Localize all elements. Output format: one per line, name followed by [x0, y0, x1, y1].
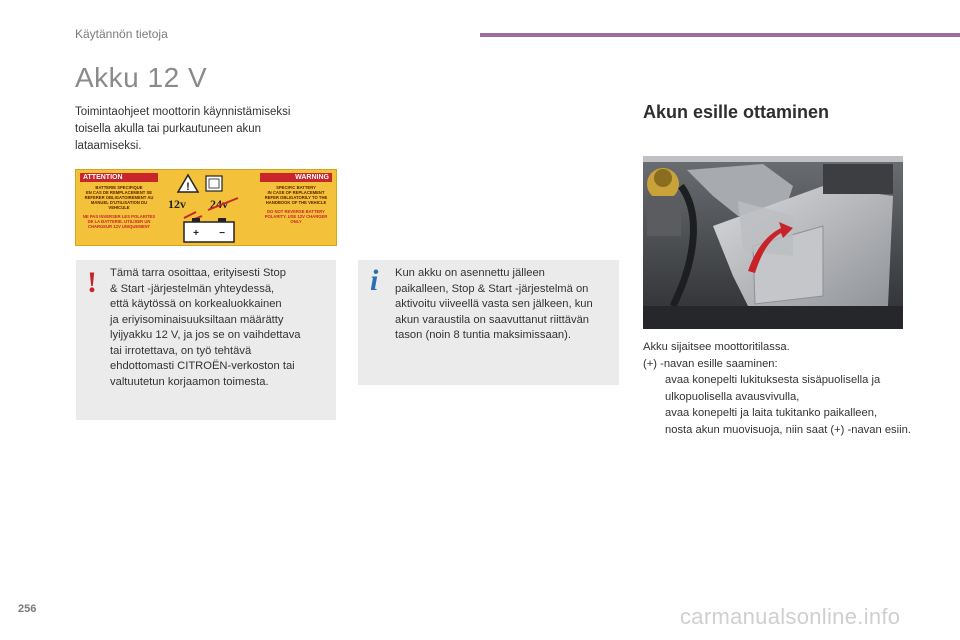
- info-note-text: Kun akku on asennettu jälleen paikalleen, Stop & Start -järjestelmä on aktivoitu viiveellä vasta sen jälkeen, kun akun varaustila on saavuttanut riittävän tason (noin 8 tuntia maksimissaan).: [395, 267, 593, 341]
- label-french-body: EN CAS DE REMPLACEMENT SE REFERER OBLIGATOIREMENT AU MANUEL D'UTILISATION DU VEHICULE: [84, 190, 154, 210]
- battery-access-title: Akun esille ottaminen: [643, 102, 830, 122]
- warning-note-text: Tämä tarra osoittaa, erityisesti Stop & Start -järjestelmän yhteydessä, että käytössä on korkealuokkainen ja eriyisominaisuuksiltaan määrätty lyijyakku 12 V, ja jos se on vaihdettava tai irrotettava, on työ tehtävä ehdottomasti CITROËN-verkoston tai valtuutetun korjaamon toimesta.: [110, 267, 301, 388]
- label-header-attention: ATTENTION: [80, 173, 158, 182]
- step-text: avaa konepelti ja laita tukitanko paikalleen,: [665, 407, 878, 419]
- svg-text:!: !: [186, 181, 190, 193]
- battery-pictogram-icon: [164, 172, 254, 245]
- label-english-text: [260, 185, 332, 224]
- battery-access-description: [643, 339, 933, 438]
- page-number: 256: [18, 603, 37, 615]
- svg-text:−: −: [219, 228, 225, 239]
- step-text: avaa konepelti lukituksesta sisäpuolisella ja ulkopuolisella avausvivulla,: [665, 374, 881, 403]
- battery-location-text: Akku sijaitsee moottoritilassa.: [643, 341, 790, 353]
- label-header-warning: WARNING: [260, 173, 332, 182]
- list-item: [643, 422, 933, 439]
- label-english-title: SPECIFIC BATTERY: [276, 185, 316, 190]
- label-24v: 24v: [210, 197, 228, 211]
- list-item: [643, 405, 933, 422]
- watermark: carmanualsonline.info: [680, 604, 901, 629]
- page-title: Akku 12 V: [75, 62, 208, 93]
- terminal-access-text: (+) -navan esille saaminen:: [643, 357, 778, 370]
- step-text: nosta akun muovisuoja, niin saat (+) -navan esiin.: [665, 423, 911, 436]
- list-item: [643, 372, 933, 405]
- battery-warning-label: [75, 169, 337, 246]
- engine-bay-image: [643, 156, 903, 329]
- access-steps-list: [643, 372, 933, 438]
- exclamation-icon: !: [87, 266, 97, 299]
- label-12v: 12v: [168, 197, 186, 211]
- label-english-body: IN CASE OF REPLACEMENT REFER OBLIGATORILY TO THE HANDBOOK OF THE VEHICLE: [264, 190, 328, 205]
- svg-text:+: +: [193, 228, 199, 239]
- label-french-title: BATTERIE SPECIFIQUE: [95, 185, 143, 190]
- label-english-polarity: DO NOT REVERSE BATTERY POLARITY. USE 12V CHARGER ONLY: [264, 209, 328, 224]
- warning-note-box: [76, 260, 336, 420]
- label-french-text: [80, 185, 158, 229]
- header-accent-bar: [480, 33, 960, 37]
- info-note-box: [358, 260, 619, 385]
- label-french-polarity: NE PAS INVERSER LES POLARITES DE LA BATTERIE. UTILISER UN CHARGEUR 12V UNIQUEMENT: [82, 214, 156, 229]
- info-icon: i: [370, 264, 379, 297]
- section-title: Käytännön tietoja: [75, 27, 168, 41]
- intro-text: Toimintaohjeet moottorin käynnistämiseksi toisella akulla tai purkautuneen akun lataamiseksi.: [75, 106, 291, 152]
